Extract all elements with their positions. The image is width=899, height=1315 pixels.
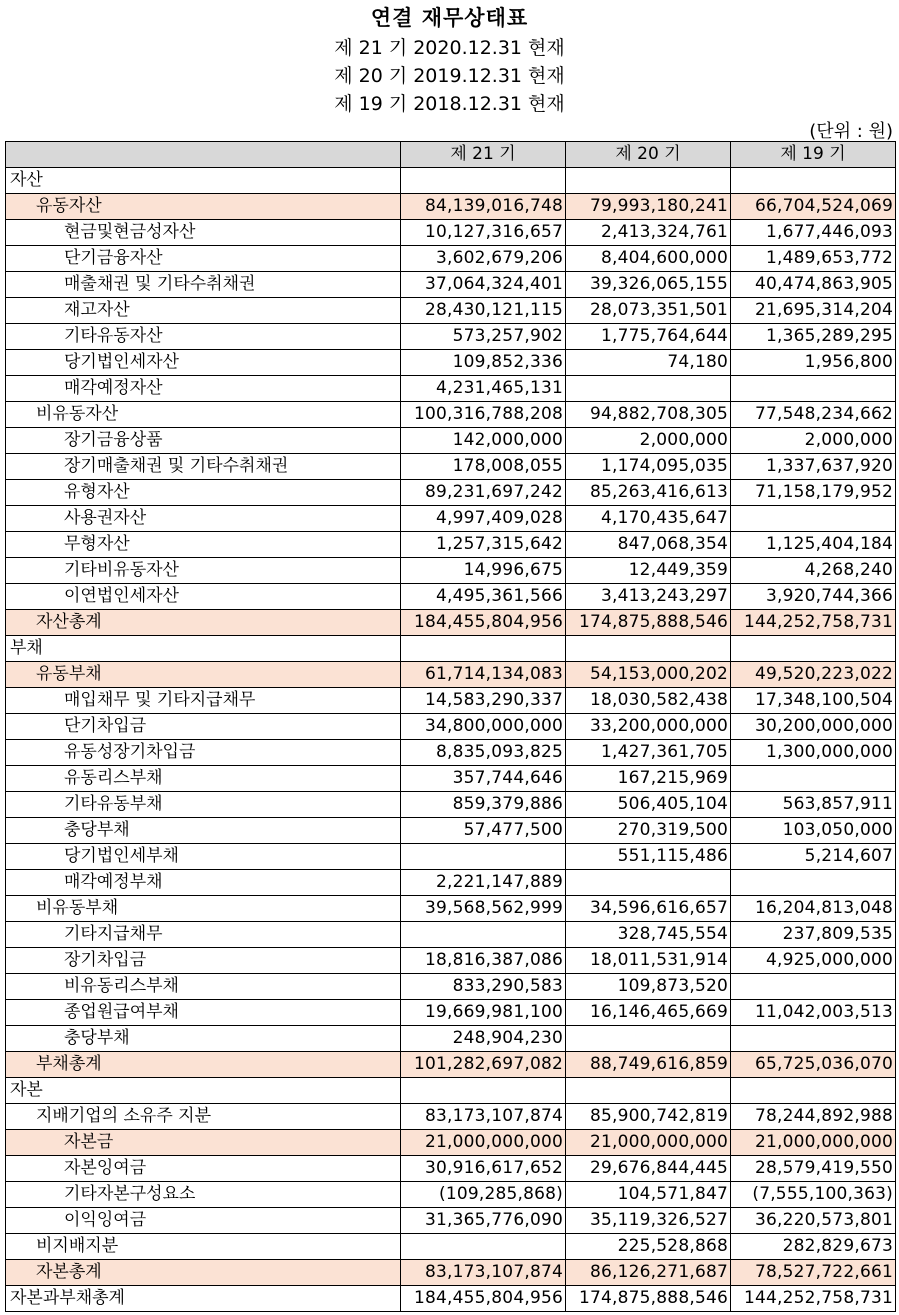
table-row <box>6 1052 896 1078</box>
row-value: 35,119,326,527 <box>566 1208 731 1234</box>
row-value: 61,714,134,083 <box>401 662 566 688</box>
table-row <box>6 766 896 792</box>
row-value <box>731 376 896 402</box>
row-label: 기타비유동자산 <box>6 558 401 584</box>
row-label: 장기차입금 <box>6 948 401 974</box>
row-value: 19,669,981,100 <box>401 1000 566 1026</box>
table-row <box>6 376 896 402</box>
row-label: 유동자산 <box>6 194 401 220</box>
row-value: 77,548,234,662 <box>731 402 896 428</box>
row-label: 부채총계 <box>6 1052 401 1078</box>
row-value <box>731 168 896 194</box>
row-value: 184,455,804,956 <box>401 610 566 636</box>
row-value: 328,745,554 <box>566 922 731 948</box>
row-value: 167,215,969 <box>566 766 731 792</box>
row-label: 충당부채 <box>6 818 401 844</box>
row-label: 기타자본구성요소 <box>6 1182 401 1208</box>
table-row <box>6 1104 896 1130</box>
row-value: 1,677,446,093 <box>731 220 896 246</box>
row-label: 현금및현금성자산 <box>6 220 401 246</box>
row-value: 109,852,336 <box>401 350 566 376</box>
row-value: 66,704,524,069 <box>731 194 896 220</box>
table-row <box>6 272 896 298</box>
table-row <box>6 220 896 246</box>
row-label: 재고자산 <box>6 298 401 324</box>
row-value <box>566 1078 731 1104</box>
row-value: 1,775,764,644 <box>566 324 731 350</box>
row-value: 21,000,000,000 <box>566 1130 731 1156</box>
table-row <box>6 740 896 766</box>
header-item <box>6 142 401 168</box>
row-value: 30,200,000,000 <box>731 714 896 740</box>
row-value: 78,527,722,661 <box>731 1260 896 1286</box>
table-row <box>6 1026 896 1052</box>
row-value: 30,916,617,652 <box>401 1156 566 1182</box>
row-value: 248,904,230 <box>401 1026 566 1052</box>
row-label: 당기법인세부채 <box>6 844 401 870</box>
row-label: 유동부채 <box>6 662 401 688</box>
row-value <box>731 870 896 896</box>
row-value: 18,816,387,086 <box>401 948 566 974</box>
row-value: 65,725,036,070 <box>731 1052 896 1078</box>
table-row <box>6 168 896 194</box>
row-value: 34,596,616,657 <box>566 896 731 922</box>
row-value: 4,268,240 <box>731 558 896 584</box>
table-row <box>6 402 896 428</box>
row-label: 매각예정자산 <box>6 376 401 402</box>
row-value: 31,365,776,090 <box>401 1208 566 1234</box>
row-value: 4,170,435,647 <box>566 506 731 532</box>
table-row <box>6 610 896 636</box>
row-label: 비유동리스부채 <box>6 974 401 1000</box>
table-row <box>6 636 896 662</box>
table-row <box>6 246 896 272</box>
table-header-row <box>6 142 896 168</box>
row-label: 매출채권 및 기타수취채권 <box>6 272 401 298</box>
row-value: 8,404,600,000 <box>566 246 731 272</box>
table-row <box>6 714 896 740</box>
row-value: 847,068,354 <box>566 532 731 558</box>
row-value <box>566 870 731 896</box>
row-value: 4,925,000,000 <box>731 948 896 974</box>
row-value <box>566 1026 731 1052</box>
row-value: 506,405,104 <box>566 792 731 818</box>
row-value: (7,555,100,363) <box>731 1182 896 1208</box>
row-value <box>401 922 566 948</box>
row-value: 178,008,055 <box>401 454 566 480</box>
table-row <box>6 558 896 584</box>
row-value: 357,744,646 <box>401 766 566 792</box>
row-value: 88,749,616,859 <box>566 1052 731 1078</box>
row-label: 유형자산 <box>6 480 401 506</box>
row-label: 유동성장기차입금 <box>6 740 401 766</box>
row-value: 1,174,095,035 <box>566 454 731 480</box>
row-value: 94,882,708,305 <box>566 402 731 428</box>
row-value <box>401 844 566 870</box>
row-value <box>401 1234 566 1260</box>
row-value: 1,300,000,000 <box>731 740 896 766</box>
row-value: 4,231,465,131 <box>401 376 566 402</box>
row-value: 2,000,000 <box>731 428 896 454</box>
row-value: 74,180 <box>566 350 731 376</box>
row-value: 174,875,888,546 <box>566 1286 731 1312</box>
table-row <box>6 922 896 948</box>
table-row <box>6 584 896 610</box>
table-row <box>6 1130 896 1156</box>
row-label: 장기금융상품 <box>6 428 401 454</box>
row-value: 71,158,179,952 <box>731 480 896 506</box>
row-value: 3,602,679,206 <box>401 246 566 272</box>
table-row <box>6 870 896 896</box>
row-value: 29,676,844,445 <box>566 1156 731 1182</box>
row-label: 지배기업의 소유주 지분 <box>6 1104 401 1130</box>
row-value: 859,379,886 <box>401 792 566 818</box>
table-row <box>6 506 896 532</box>
table-row <box>6 532 896 558</box>
table-row <box>6 818 896 844</box>
row-value: 237,809,535 <box>731 922 896 948</box>
row-value: 103,050,000 <box>731 818 896 844</box>
table-row <box>6 844 896 870</box>
row-value: 11,042,003,513 <box>731 1000 896 1026</box>
row-value: 101,282,697,082 <box>401 1052 566 1078</box>
table-row <box>6 688 896 714</box>
row-label: 자본총계 <box>6 1260 401 1286</box>
row-value: 85,263,416,613 <box>566 480 731 506</box>
table-row <box>6 194 896 220</box>
period-line-20: 제 20 기 2019.12.31 현재 <box>334 65 565 87</box>
table-row <box>6 428 896 454</box>
row-value: 28,430,121,115 <box>401 298 566 324</box>
row-value: 142,000,000 <box>401 428 566 454</box>
table-row <box>6 480 896 506</box>
row-value: 109,873,520 <box>566 974 731 1000</box>
table-row <box>6 662 896 688</box>
row-value: 144,252,758,731 <box>731 1286 896 1312</box>
row-label: 종업원급여부채 <box>6 1000 401 1026</box>
table-row <box>6 298 896 324</box>
row-value: 79,993,180,241 <box>566 194 731 220</box>
table-row <box>6 948 896 974</box>
row-value: 10,127,316,657 <box>401 220 566 246</box>
row-label: 기타지급채무 <box>6 922 401 948</box>
row-value: 1,125,404,184 <box>731 532 896 558</box>
row-value: 83,173,107,874 <box>401 1260 566 1286</box>
period-line-19: 제 19 기 2018.12.31 현재 <box>334 93 565 115</box>
row-label: 매입채무 및 기타지급채무 <box>6 688 401 714</box>
row-value: 57,477,500 <box>401 818 566 844</box>
row-value: 184,455,804,956 <box>401 1286 566 1312</box>
row-label: 자산 <box>6 168 401 194</box>
row-value: 2,221,147,889 <box>401 870 566 896</box>
row-label: 자산총계 <box>6 610 401 636</box>
row-value: 37,064,324,401 <box>401 272 566 298</box>
table-row <box>6 896 896 922</box>
row-value: 1,337,637,920 <box>731 454 896 480</box>
row-value <box>731 1078 896 1104</box>
row-value: 28,579,419,550 <box>731 1156 896 1182</box>
row-value <box>731 974 896 1000</box>
row-value: 12,449,359 <box>566 558 731 584</box>
row-value <box>731 766 896 792</box>
row-value: 89,231,697,242 <box>401 480 566 506</box>
row-value: 17,348,100,504 <box>731 688 896 714</box>
row-label: 자본과부채총계 <box>6 1286 401 1312</box>
row-value: 39,326,065,155 <box>566 272 731 298</box>
row-value: 54,153,000,202 <box>566 662 731 688</box>
row-value: 8,835,093,825 <box>401 740 566 766</box>
row-label: 자본금 <box>6 1130 401 1156</box>
row-label: 무형자산 <box>6 532 401 558</box>
row-value: 282,829,673 <box>731 1234 896 1260</box>
row-value: 3,920,744,366 <box>731 584 896 610</box>
row-value: 563,857,911 <box>731 792 896 818</box>
row-value: 270,319,500 <box>566 818 731 844</box>
row-value: 1,489,653,772 <box>731 246 896 272</box>
row-value: 573,257,902 <box>401 324 566 350</box>
header-period-21: 제 21 기 <box>401 142 566 168</box>
table-row <box>6 1182 896 1208</box>
row-value <box>731 1026 896 1052</box>
row-value: 33,200,000,000 <box>566 714 731 740</box>
table-row <box>6 974 896 1000</box>
table-row <box>6 792 896 818</box>
row-value: 28,073,351,501 <box>566 298 731 324</box>
table-row <box>6 324 896 350</box>
row-value: 4,495,361,566 <box>401 584 566 610</box>
row-value <box>401 636 566 662</box>
row-value: 1,956,800 <box>731 350 896 376</box>
statement-title: 연결 재무상태표 <box>370 6 529 30</box>
row-value: 49,520,223,022 <box>731 662 896 688</box>
row-label: 사용권자산 <box>6 506 401 532</box>
row-value: 16,204,813,048 <box>731 896 896 922</box>
row-value: 3,413,243,297 <box>566 584 731 610</box>
row-value <box>401 1078 566 1104</box>
row-value: 83,173,107,874 <box>401 1104 566 1130</box>
table-row <box>6 1078 896 1104</box>
row-label: 유동리스부채 <box>6 766 401 792</box>
unit-label: (단위 : 원) <box>809 121 893 142</box>
header-period-20: 제 20 기 <box>566 142 731 168</box>
table-row <box>6 1286 896 1312</box>
row-value: 1,257,315,642 <box>401 532 566 558</box>
row-value: 84,139,016,748 <box>401 194 566 220</box>
row-value: 36,220,573,801 <box>731 1208 896 1234</box>
row-label: 부채 <box>6 636 401 662</box>
row-value: 40,474,863,905 <box>731 272 896 298</box>
row-value: 21,000,000,000 <box>731 1130 896 1156</box>
row-value: 85,900,742,819 <box>566 1104 731 1130</box>
row-value: 104,571,847 <box>566 1182 731 1208</box>
row-label: 단기차입금 <box>6 714 401 740</box>
row-label: 단기금융자산 <box>6 246 401 272</box>
period-line-21: 제 21 기 2020.12.31 현재 <box>334 37 565 59</box>
table-row <box>6 1156 896 1182</box>
row-label: 매각예정부채 <box>6 870 401 896</box>
row-value: 144,252,758,731 <box>731 610 896 636</box>
row-value: 86,126,271,687 <box>566 1260 731 1286</box>
table-row <box>6 1000 896 1026</box>
row-value: 225,528,868 <box>566 1234 731 1260</box>
table-row <box>6 1208 896 1234</box>
row-value: 833,290,583 <box>401 974 566 1000</box>
table-row <box>6 1234 896 1260</box>
row-label: 기타유동자산 <box>6 324 401 350</box>
row-value <box>731 636 896 662</box>
row-label: 이익잉여금 <box>6 1208 401 1234</box>
header-period-19: 제 19 기 <box>731 142 896 168</box>
row-label: 이연법인세자산 <box>6 584 401 610</box>
row-value: 14,583,290,337 <box>401 688 566 714</box>
row-value <box>566 168 731 194</box>
row-value: 174,875,888,546 <box>566 610 731 636</box>
row-value: 34,800,000,000 <box>401 714 566 740</box>
row-value: 551,115,486 <box>566 844 731 870</box>
row-value: 21,695,314,204 <box>731 298 896 324</box>
row-value: 16,146,465,669 <box>566 1000 731 1026</box>
row-value: 100,316,788,208 <box>401 402 566 428</box>
table-row <box>6 1260 896 1286</box>
row-value: 1,427,361,705 <box>566 740 731 766</box>
row-value <box>401 168 566 194</box>
row-value: 21,000,000,000 <box>401 1130 566 1156</box>
table-row <box>6 350 896 376</box>
row-label: 자본 <box>6 1078 401 1104</box>
row-value: (109,285,868) <box>401 1182 566 1208</box>
row-value: 18,011,531,914 <box>566 948 731 974</box>
table-row <box>6 454 896 480</box>
row-value: 4,997,409,028 <box>401 506 566 532</box>
row-value: 14,996,675 <box>401 558 566 584</box>
row-value <box>566 636 731 662</box>
row-value: 2,000,000 <box>566 428 731 454</box>
row-label: 자본잉여금 <box>6 1156 401 1182</box>
row-label: 장기매출채권 및 기타수취채권 <box>6 454 401 480</box>
row-value <box>731 506 896 532</box>
row-value: 5,214,607 <box>731 844 896 870</box>
row-label: 기타유동부채 <box>6 792 401 818</box>
row-label: 비유동부채 <box>6 896 401 922</box>
row-value: 2,413,324,761 <box>566 220 731 246</box>
row-label: 비유동자산 <box>6 402 401 428</box>
row-label: 비지배지분 <box>6 1234 401 1260</box>
balance-sheet-table <box>5 141 896 1312</box>
row-label: 당기법인세자산 <box>6 350 401 376</box>
row-value: 18,030,582,438 <box>566 688 731 714</box>
row-value <box>566 376 731 402</box>
row-label: 충당부채 <box>6 1026 401 1052</box>
row-value: 1,365,289,295 <box>731 324 896 350</box>
row-value: 78,244,892,988 <box>731 1104 896 1130</box>
row-value: 39,568,562,999 <box>401 896 566 922</box>
